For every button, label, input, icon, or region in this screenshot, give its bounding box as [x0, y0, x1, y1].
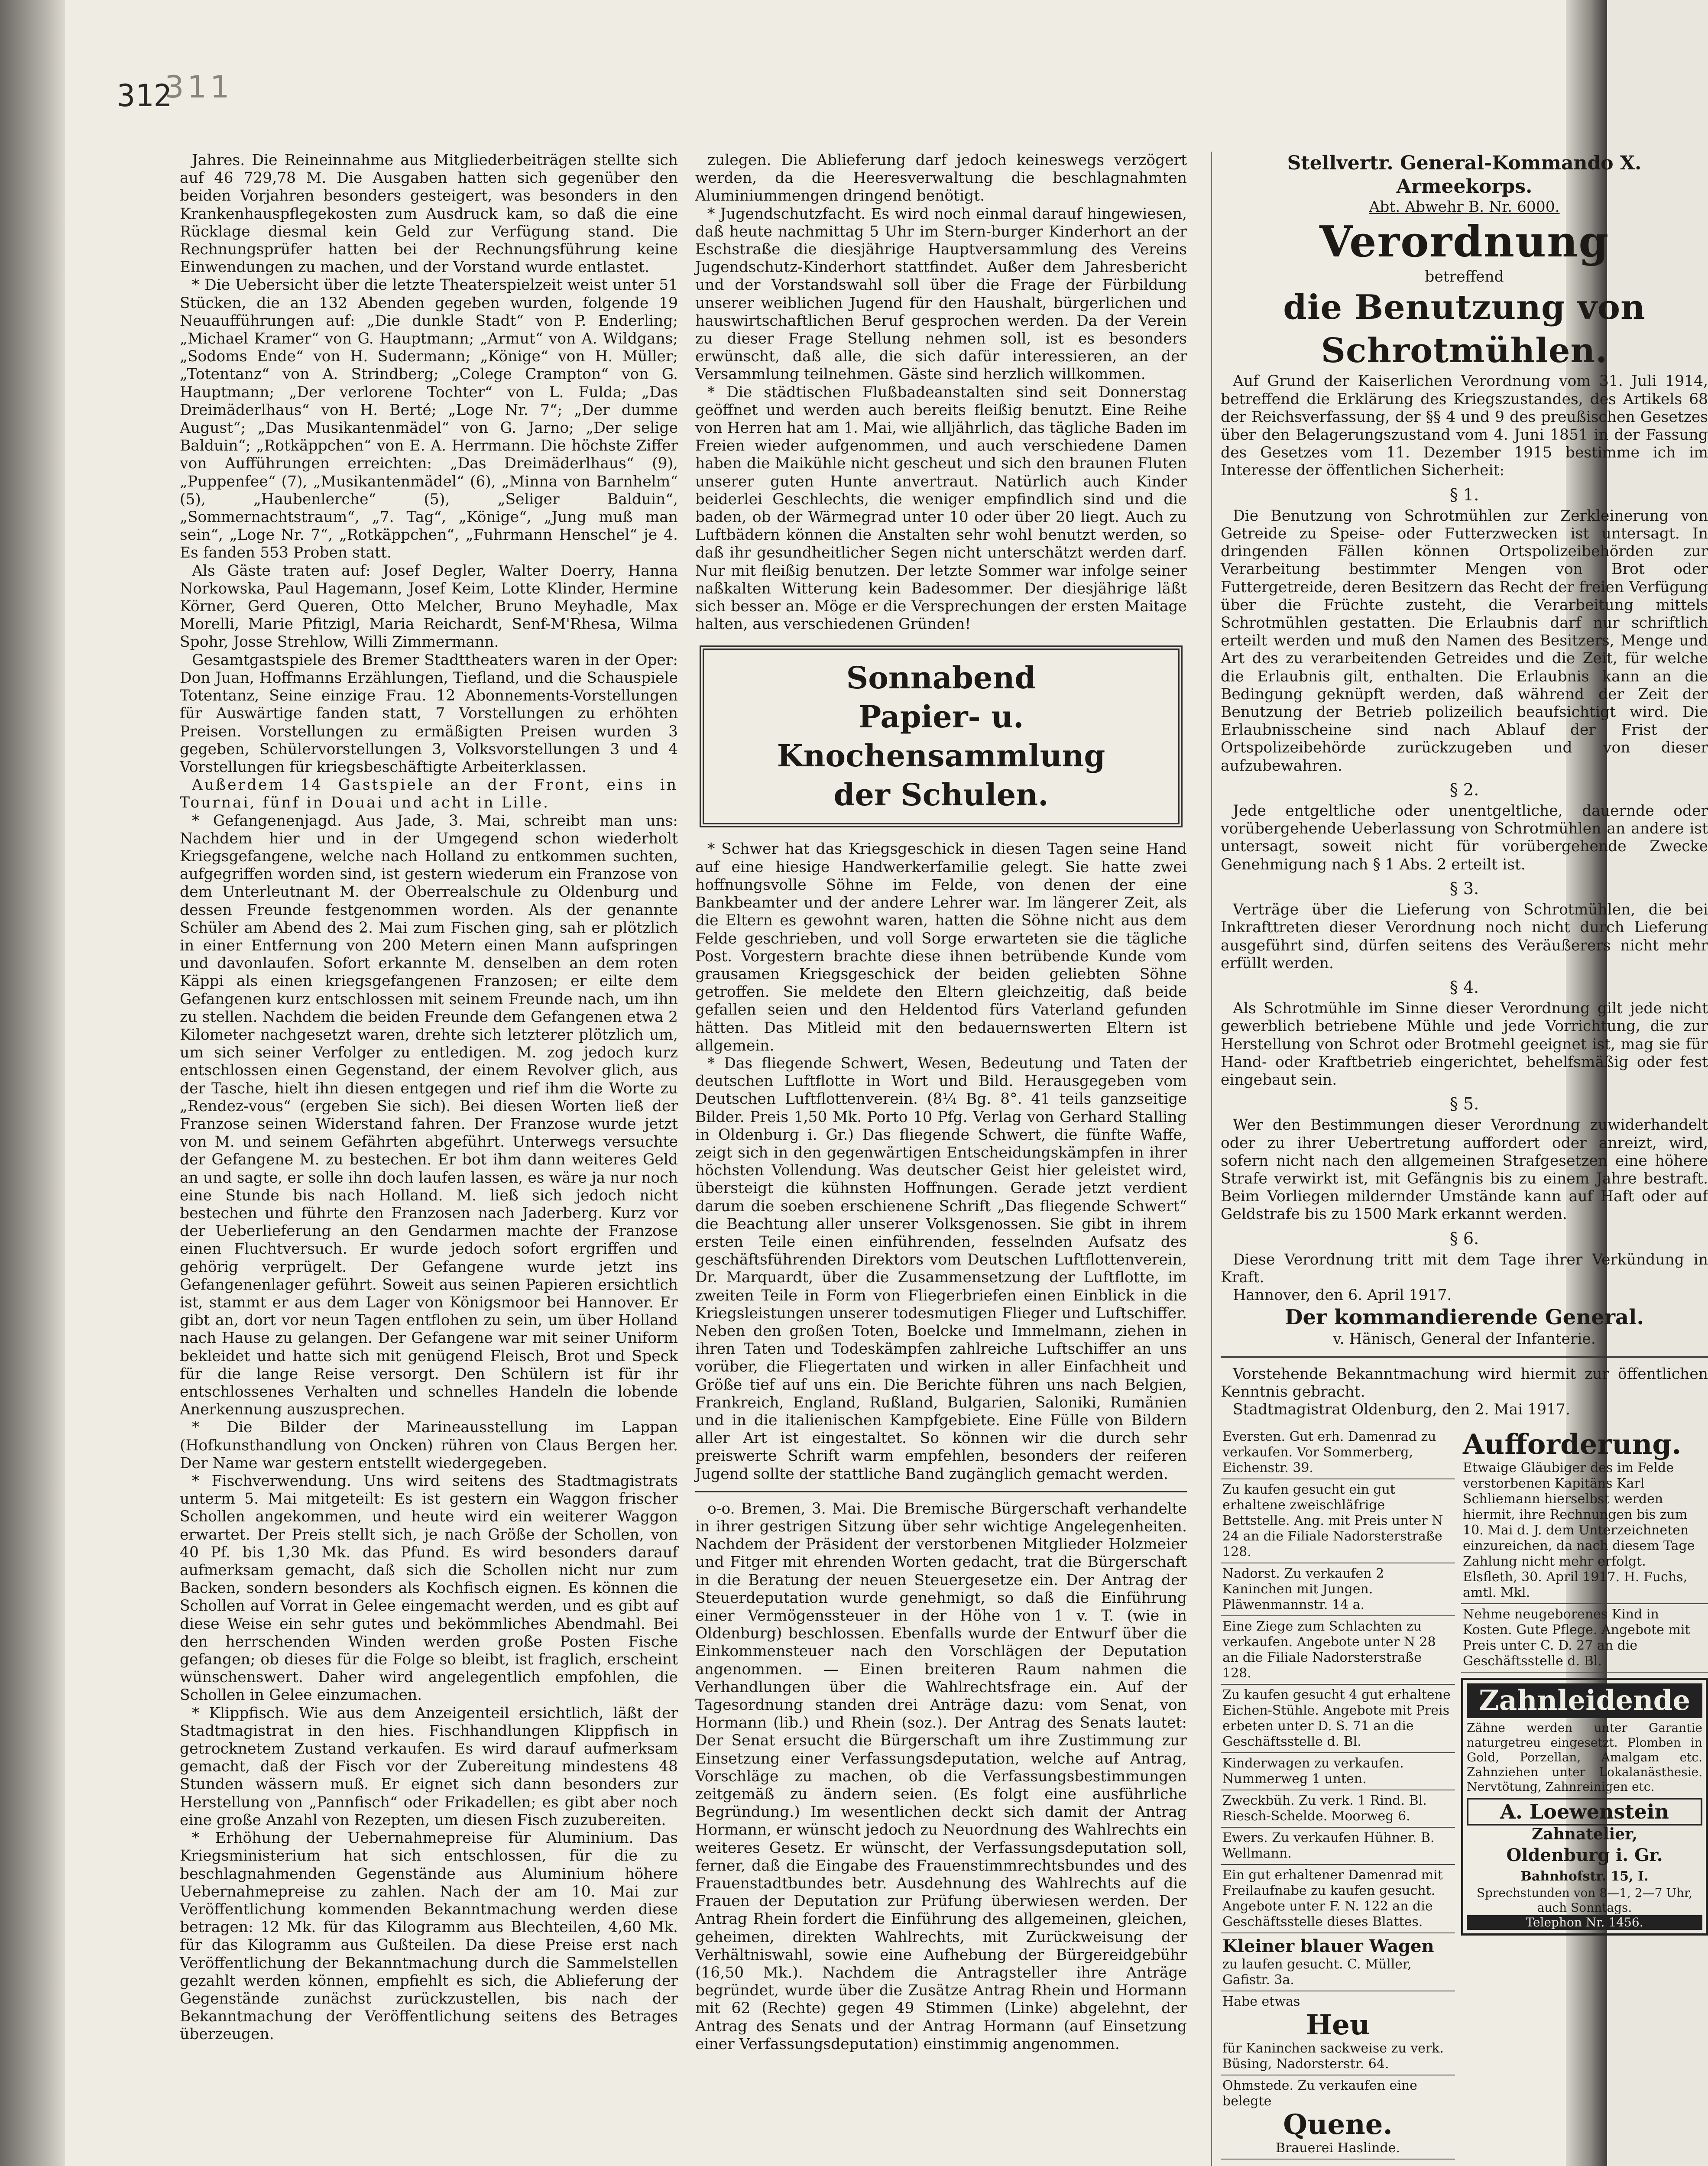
ad-rind: Zweckbüh. Zu verk. 1 Rind. Bl. Riesch-Schelde. Moorweg 6. [1221, 1790, 1455, 1828]
section-5: Wer den Bestimmungen dieser Verordnung zuwiderhandelt oder zu ihrer Uebertretung auffordert oder anreizt, wird, sofern nicht nach den allgemeinen Strafgesetzen eine höhere Strafe verwirkt ist, mit Gefängnis bis zu einem Jahre bestraft. Beim Vorliegen mildernder Umstände kann auf Haft oder auf Geldstrafe bis zu 1500 Mark erkannt werden. [1221, 1116, 1708, 1223]
section-3: Verträge über die Lieferung von Schrotmühlen, die bei Inkrafttreten dieser Verordnung noch nicht durch Lieferung ausgeführt sind, dürfen seitens des Veräußerers nicht mehr erfüllt werden. [1221, 901, 1708, 972]
decree-department: Abt. Abwehr B. Nr. 6000. [1369, 198, 1560, 216]
column-2 [695, 152, 1187, 2166]
ad-wagen-title: Kleiner blauer Wagen [1222, 1936, 1434, 1957]
ad-wagen-text: zu laufen gesucht. C. Müller, Gafistr. 3a. [1222, 1957, 1412, 1988]
section-5-label: § 5. [1449, 1094, 1479, 1114]
decree-date: Hannover, den 6. April 1917. [1233, 1287, 1452, 1304]
pencil-annotation: 311 [165, 69, 233, 105]
section-6-label: § 6. [1449, 1229, 1479, 1248]
ad-quene-sub: Brauerei Haslinde. [1275, 2140, 1400, 2156]
ad-damenrad: Eversten. Gut erh. Damenrad zu verkaufen. Vor Sommerberg, Eichenstr. 39. [1221, 1427, 1455, 1479]
ads-right-column [1461, 1427, 1708, 2160]
ad-heu-lead: Habe etwas [1222, 1994, 1300, 2010]
article-gesamtgastspiele: Gesamtgastspiele des Bremer Stadttheaters waren in der Oper: Don Juan, Hoffmanns Erzählungen, Tiefland, und die Schauspiele Totentanz, Seine einzige Frau. 12 Abonnements-Vorstellungen für Auswärtige fanden statt, 7 Vorstellungen zu erhöhten Preisen. Vorstellungen zu ermäßigten Preisen wurden 3 gegeben, Schülervorstellungen 3, Volksvorstellungen 3 und 4 Vorstellungen für kriegsbeschäftigte Arbeiterklassen. [180, 651, 678, 776]
column-3 [1211, 152, 1708, 2166]
notice-line-3: der Schulen. [833, 777, 1049, 813]
decree-title: Verordnung [1319, 217, 1609, 267]
article-marineausstellung: * Die Bilder der Marineausstellung im Lappan (Hofkunsthandlung von Oncken) rühren von Claus Bergen her. Der Name war gestern entstellt wiedergegeben. [180, 1419, 678, 1472]
notice-line-1: Sonnabend [846, 660, 1036, 696]
decree-betreffend: betreffend [1425, 268, 1504, 286]
classified-ads [1221, 1427, 1708, 2160]
aufforderung-text: Etwaige Gläubiger des im Felde verstorbenen Kapitäns Karl Schliemann hierselbst werden hiermit, ihre Rechnungen bis zum 10. Mai d. J. dem Unterzeichneten einzureichen, da nach diesem Tage Zahlung nicht mehr erfolgt. [1463, 1460, 1695, 1569]
zahn-hours: Sprechstunden von 8—1, 2—7 Uhr, auch Sonntags. [1476, 1885, 1693, 1915]
decree-general: Der kommandierende General. [1284, 1305, 1644, 1330]
page-number: 312 [117, 78, 172, 113]
article-gaeste: Als Gäste traten auf: Josef Degler, Walter Doerry, Hanna Norkowska, Paul Hagemann, Josef Keim, Lotte Klinder, Hermine Körner, Gerd Queren, Otto Melcher, Bruno Meyhadle, Max Morelli, Marie Pfitzigl, Maria Reichardt, Senf-M'Rhesa, Wilma Spohr, Josse Strehlow, Willi Zimmermann. [180, 562, 678, 651]
ad-pflegekind: Nehme neugeborenes Kind in Kosten. Gute Pflege. Angebote mit Preis unter C. D. 27 an die Geschäftsstelle d. Bl. [1461, 1604, 1708, 1673]
zahn-address: Bahnhofstr. 15, I. [1520, 1869, 1649, 1884]
ad-kinderwagen: Kinderwagen zu verkaufen. Nummerweg 1 unten. [1221, 1753, 1455, 1790]
article-bremen: o-o. Bremen, 3. Mai. Die Bremische Bürgerschaft verhandelte in ihrer gestrigen Sitzung über sehr wichtige Angelegenheiten. Nachdem der Präsident der verstorbenen Mitglieder Holzmeier und Fitger mit ehrenden Worten gedacht, trat die Bürgerschaft in die Beratung der neuen Steuergesetze ein. Der Antrag der Steuerdeputation wurde genehmigt, so daß die Einführung einer Vermögenssteuer in der Höhe von 1 v. T. (wie in Oldenburg) beschlossen. Ebenfalls wurde der Entwurf über die Einkommensteuer nach den Vorschlägen der Deputation angenommen. — Einen breiteren Raum nahmen die Verhandlungen über die Wahlrechtsfrage ein. Auf der Tagesordnung standen drei Anträge dazu: vom Senat, von Hormann (lib.) und Rhein (soz.). Der Antrag des Senats lautet: Der Senat ersucht die Bürgerschaft um ihre Zustimmung zur Einsetzung einer Verfassungsdeputation, welche auf Antrag, Vorschläge zu machen, ob die Verfassungsbestimmungen zeitgemäß zu ändern seien. (Es folgt eine ausführliche Begründung.) Im wesentlichen deckt sich damit der Antrag Hormann, er wünscht jedoch zu Neuordnung des Wahlrechts ein weiteres Gesetz. Er wünscht, der Verfassungsdeputation soll, ferner, daß die Eingabe des Frauenstimmrechtsbundes und des Frauenstadtbundes betr. Ausdehnung des Wahlrechts auf die Frauen der Deputation zur Prüfung überwiesen werden. Der Antrag Rhein fordert die Einführung des allgemeinen, gleichen, geheimen, direkten Wahlrechts, mit Zurückweisung der Verhältniswahl, sowie eine Aufhebung der Bürgereidgebühr (16,50 Mk.). Nachdem die Antragsteller ihre Anträge begründet, wurde über die Zusätze Antrag Rhein und Hormann mit 62 (Rechte) gegen 49 Stimmen (Linke) abgelehnt, der Antrag des Senats und der Antrag Hormann (auf Einsetzung einer Verfassungsdeputation) einstimmig angenommen. [695, 1500, 1187, 2053]
ad-zahnatelier [1461, 1678, 1708, 1935]
section-4: Als Schrotmühle im Sinne dieser Verordnung gilt jede nicht gewerblich betriebene Mühle und jede Vorrichtung, die zur Herstellung von Schrot oder Brotmehl geeignet ist, mag sie für Hand- oder Kraftbetrieb eingerichtet, behelfsmäßig oder fest eingebaut sein. [1221, 1000, 1708, 1089]
article-kriegsgeschick: * Schwer hat das Kriegsgeschick in diesen Tagen seine Hand auf eine hiesige Handwerkerfamilie gelegt. Sie hatte zwei hoffnungsvolle Söhne im Felde, von denen der eine Bankbeamter und der andere Lehrer war. Im längerer Zeit, als die Eltern es gewohnt waren, hatten die Söhne nicht aus dem Felde geschrieben, und voll Sorge erwarteten sie die tägliche Post. Vorgestern brachte diese ihnen betrübende Kunde vom grausamen Kriegsgeschick der beiden geliebten Söhne getroffen. Sie meldete den Eltern gleichzeitig, daß beide gefallen seien und den Heldentod fürs Vaterland gefunden hätten. Das Mitleid mit den bedauernswerten Eltern ist allgemein. [695, 840, 1187, 1054]
section-1-label: § 1. [1449, 485, 1479, 504]
divider [1221, 1356, 1708, 1358]
section-6: Diese Verordnung tritt mit dem Tage ihrer Verkündung in Kraft. [1221, 1251, 1708, 1286]
zahn-title: Zahnleidende [1467, 1683, 1702, 1718]
article-fliegende-schwert: * Das fliegende Schwert, Wesen, Bedeutung und Taten der deutschen Luftflotte in Wort und Bild. Herausgegeben vom Deutschen Luftflottenverein. (8¼ Bg. 8°. 41 teils ganzseitige Bilder. Preis 1,50 Mk. Porto 10 Pfg. Verlag von Gerhard Stalling in Oldenburg i. Gr.) Das fliegende Schwert, die fünfte Waffe, zeigt sich in den gegenwärtigen Entscheidungskämpfen in ihrer höchsten Vollendung. Was deutscher Geist hier geleistet wird, übersteigt die kühnsten Hoffnungen. Gerade jetzt verdient darum die soeben erschienene Schrift „Das fliegende Schwert“ die Beachtung aller unserer Volksgenossen. Sie gibt in ihrem ersten Teile einen einführenden, fesselnden Aufsatz des geschäftsführenden Direktors vom Deutschen Luftflottenverein, Dr. Marquardt, über die Zusammensetzung der Luftflotte, im zweiten Teile in Form von Fliegerbriefen einen Einblick in die Kriegsleistungen unserer todesmutigen Flieger und Luftschiffer. Neben den großen Toten, Boelcke und Immelmann, ziehen in ihren Taten und Todeskämpfen zahlreiche Luftschiffer an uns vorüber, die Fliegertaten und wirken in aller Einfachheit und Größe tief auf uns ein. Die Berichte führen uns nach Belgien, Frankreich, England, Rußland, Bulgarien, Saloniki, Rumänien und in die italienischen Kampfgebiete. Eine Fülle von Bildern aller Art ist eingestaltet. So können wir die durch sehr preiswerte Schrift warm empfehlen, besonders der reiferen Jugend sollte der stattliche Band zugänglich gemacht werden. [695, 1054, 1187, 1483]
zahn-text: Zähne werden unter Garantie naturgetreu eingesetzt. Plomben in Gold, Porzellan, Amalgam etc. Zahnziehen unter Lokalanästhesie. Nervtötung, Zahnreinigen etc. [1467, 1721, 1702, 1794]
zahn-city: Oldenburg i. Gr. [1506, 1845, 1663, 1866]
zahn-firm: A. Loewenstein [1467, 1798, 1702, 1826]
article-krankenkasse: Jahres. Die Reineinnahme aus Mitgliederbeiträgen stellte sich auf 46 729,78 M. Die Ausgaben hatten sich gegenüber den beiden Vorjahren besonders gesteigert, was besonders in den Krankenhauspflegekosten zum Ausdruck kam, so daß die eine Rücklage diesmal kein Geld zur Verfügung stand. Die Rechnungsprüfer hatten bei der Rechnungsführung keine Einwendungen zu machen, und der Vorstand wurde entlastet. [180, 152, 678, 276]
ad-huehner: Ewers. Zu verkaufen Hühner. B. Wellmann. [1221, 1828, 1455, 1865]
ad-quene-text: Ohmstede. Zu verkaufen eine belegte [1222, 2078, 1417, 2109]
ad-heu [1221, 1991, 1455, 2075]
article-jugendschutz: * Jugendschutzfacht. Es wird noch einmal darauf hingewiesen, daß heute nachmittag 5 Uhr im Stern-burger Kinderhort an der Eschstraße die diesjährige Hauptversammlung des Vereins Jugendschutz-Kinderhort stattfindet. Außer dem Jahresbericht und der Vorstandswahl soll über die Frage der Fürbildung unserer weiblichen Jugend für den Haushalt, bürgerlichen und hauswirtschaftlichen Beruf gesprochen werden. Da der Verein zu dieser Frage Stellung nehmen soll, ist es besonders erwünscht, daß alle, die sich dafür interessieren, an der Versammlung teilnehmen. Gäste sind herzlich willkommen. [695, 205, 1187, 383]
ad-aufforderung [1461, 1427, 1708, 1604]
publish-note: Vorstehende Bekanntmachung wird hiermit zur öffentlichen Kenntnis gebracht. [1221, 1365, 1708, 1401]
section-4-label: § 4. [1449, 977, 1479, 997]
article-klippfisch: * Klippfisch. Wie aus dem Anzeigenteil ersichtlich, läßt der Stadtmagistrat in den hies. Fischhandlungen Klippfisch in getrocknetem Zustand verkaufen. Es wird darauf aufmerksam gemacht, daß der Fisch vor der Zubereitung mindestens 48 Stunden wässern muß. Er eignet sich dann besonders zur Herstellung von „Pannfisch“ oder Frikadellen; es gibt aber noch eine große Anzahl von Rezepten, um diesen Fisch zuzubereiten. [180, 1704, 678, 1829]
section-2-label: § 2. [1449, 780, 1479, 799]
divider [695, 1491, 1187, 1492]
article-flussbadeanstalten: * Die städtischen Flußbadeanstalten sind seit Donnerstag geöffnet und werden auch bereits fleißig benutzt. Eine Reihe von Herren hat am 1. Mai, wie alljährlich, das tägliche Baden im Freien wieder aufgenommen, und auch verschiedene Damen haben die Maikühle nicht gescheut und sich den braunen Fluten unserer guten Hunte anvertraut. Natürlich auch Kinder beiderlei Geschlechts, die weniger empfindlich sind und die baden, ob der Wärmegrad unter 10 oder über 20 liegt. Auch zu Luftbädern können die Anstalten sehr wohl benutzt werden, so daß ihr gesundheitlicher Segen nicht unterschätzt werden darf. Nur mit fleißig benutzen. Der letzte Sommer war infolge seiner naßkalten Witterung kein Badesommer. Der diesjährige läßt sich besser an. Möge er die Versprechungen der ersten Maitage halten, aus verschiedenen Gründen! [695, 383, 1187, 633]
ad-ziege: Eine Ziege zum Schlachten zu verkaufen. Angebote unter N 28 an die Filiale Nadorsterstraße 128. [1221, 1616, 1455, 1685]
ad-bettstelle: Zu kaufen gesucht ein gut erhaltene zweischläfrige Bettstelle. Ang. mit Preis unter N 24 an die Filiale Nadorsterstraße 128. [1221, 1479, 1455, 1563]
ad-kaninchen: Nadorst. Zu verkaufen 2 Kaninchen mit Jungen. Pläwenmannstr. 14 a. [1221, 1563, 1455, 1616]
decree-general-name: v. Hänisch, General der Infanterie. [1333, 1330, 1596, 1348]
section-3-label: § 3. [1449, 879, 1479, 898]
decree-intro: Auf Grund der Kaiserlichen Verordnung vom 31. Juli 1914, betreffend die Erklärung des Kriegszustandes, des Artikels 68 der Reichsverfassung, der §§ 4 und 9 des preußischen Gesetzes über den Belagerungszustand vom 4. Juni 1851 in der Fassung des Gesetzes vom 11. Dezember 1915 bestimme ich im Interesse der öffentlichen Sicherheit: [1221, 373, 1708, 480]
notice-line-2: Papier- u. Knochensammlung [777, 699, 1105, 774]
section-1: Die Benutzung von Schrotmühlen zur Zerkleinerung von Getreide zu Speise- oder Futterzwecken ist untersagt. In dringenden Fällen können Ortspolizeibehörden zur Verarbeitung bestimmter Mengen von Brot oder Futtergetreide, deren Besitzern das Recht der freien Verfügung über die Früchte zusteht, die Verarbeitung mittels Schrotmühlen gestatten. Die Erlaubnis darf nur schriftlich erteilt werden und muß den Namen des Besitzers, Menge und Art des zu verarbeitenden Getreides und die Zeit, für welche die Erlaubnis gilt, enthalten. Die Erlaubnis kann an die Bedingung geknüpft werden, daß während der Zeit der Benutzung der Betrieb polizeilich beaufsichtigt wird. Die Erlaubnisscheine sind nach Ablauf der Frist der Ortspolizeibehörde zurückzugeben und von dieser aufzubewahren. [1221, 507, 1708, 775]
ad-quene-title: Quene. [1283, 2108, 1393, 2141]
notice-box-sammlung [700, 645, 1183, 827]
zahn-atelier: Zahnatelier, [1532, 1825, 1637, 1844]
article-gefangenenjagd: * Gefangenenjagd. Aus Jade, 3. Mai, schreibt man uns: Nachdem hier und in der Umgegend schon wiederholt Kriegsgefangene, welche nach Holland zu entkommen suchten, aufgegriffen worden sind, ist gestern wiederum ein Franzose von dem Unterleutnant M. der Oberrealschule zu Oldenburg und dessen Freunde festgenommen worden. Als der genannte Schüler am Abend des 2. Mai zum Fischen ging, sah er plötzlich in einer Entfernung von 200 Metern einen Mann aufspringen und davonlaufen. Sofort erkannte M. denselben an dem roten Käppi als einen kriegsgefangenen Franzosen; er eilte dem Gefangenen kurz entschlossen mit seinem Freunde nach, um ihn zu stellen. Nachdem die beiden Freunde dem Gefangenen etwa 2 Kilometer nachgesetzt waren, drehte sich letzterer plötzlich um, um sich seiner Verfolger zu entledigen. M. zog jedoch kurz entschlossen einen Gegenstand, der einem Revolver glich, aus der Tasche, hielt ihn diesen entgegen und rief ihm die Worte zu „Rendez-vous“ (ergeben Sie sich). Bei diesen Worten ließ der Franzose seinen Widerstand fahren. Der Franzose wurde jetzt von M. und seinem Gefährten abgeführt. Unterwegs versuchte der Gefangene M. zu bestechen. Er bot ihm dann weiteres Geld an und sagte, er solle ihn doch laufen lassen, es wäre ja nur noch eine Stunde bis nach Holland. M. ließ sich jedoch nicht bestechen und führte den Franzosen nach Jaderberg. Kurz vor der Ueberlieferung an den Gendarmen machte der Franzose einen Fluchtversuch. Er wurde jedoch sofort ergriffen und gehörig verprügelt. Der Gefangene wurde jetzt ins Gefangenenlager geführt. Soweit aus seinen Papieren ersichtlich ist, stammt er aus dem Lager von Königsmoor bei Hannover. Er gibt an, dort vor neun Tagen entflohen zu sein, um über Holland nach Hause zu gelangen. Der Gefangene war mit seiner Uniform bekleidet und hatte sich mit genügend Fleisch, Brot und Speck für die lange Reise versorgt. Den Schülern ist für ihr entschlossenes Verhalten und schnelles Handeln die lobende Anerkennung auszusprechen. [180, 812, 678, 1419]
article-fischverwendung: * Fischverwendung. Uns wird seitens des Stadtmagistrats unterm 5. Mai mitgeteilt: Es ist gestern ein Waggon frischer Schollen angekommen, und heute wird ein weiterer Waggon erwartet. Der Preis stellt sich, je nach Größe der Schollen, von 40 Pf. bis 1,30 Mk. das Pfund. Es wird besonders darauf aufmerksam gemacht, daß sich die Schollen nicht nur zum Backen, sondern besonders als Kochfisch eignen. Es können die Schollen auf Vorrat in Gelee eingemacht werden, und es gibt auf diese Weise ein sehr gutes und bekömmliches Abendmahl. Bei den herrschenden Winden werden große Posten Fische gefangen; ob dieses für die Folge so bleibt, ist fraglich, erscheint wünschenswert. Daher wird angelegentlich empfohlen, die Schollen in Gelee einzumachen. [180, 1472, 678, 1704]
article-aluminium: * Erhöhung der Uebernahmepreise für Aluminium. Das Kriegsministerium hat sich entschlossen, für die zu beschlagnahmenden Gegenstände aus Aluminium höhere Uebernahmepreise zu zahlen. Nach der am 10. Mai zur Veröffentlichung kommenden Bekanntmachung werden diese betragen: 12 Mk. für das Kilogramm aus Blechteilen, 4,60 Mk. für das Kilogramm aus Gußteilen. Da diese Preise erst nach Veröffentlichung der Bekanntmachung durch die Sammelstellen gezahlt werden können, empfiehlt es sich, die Ablieferung der Gegenstände zunächst zurückzustellen, bis nach der Bekanntmachung der Veröffentlichung seitens des Betrages überzeugen. [180, 1829, 678, 2043]
aufforderung-title: Aufforderung. [1463, 1428, 1682, 1461]
article-front-gastspiele: Außerdem 14 Gastspiele an der Front, eins in Tournai, fünf in Douai und acht in Lille. [180, 776, 678, 812]
ads-left-column [1221, 1427, 1455, 2160]
ad-heu-text: für Kaninchen sackweise zu verk. Büsing, Nadorsterstr. 64. [1222, 2041, 1444, 2072]
publish-sign: Stadtmagistrat Oldenburg, den 2. Mai 1917. [1233, 1401, 1570, 1418]
section-2: Jede entgeltliche oder unentgeltliche, dauernde oder vorübergehende Ueberlassung von Schrotmühlen an andere ist untersagt, soweit nicht für vorübergehende Zwecke Genehmigung nach § 1 Abs. 2 erteilt ist. [1221, 802, 1708, 873]
aufforderung-sign: Elsfleth, 30. April 1917. H. Fuchs, amtl. Mkl. [1463, 1569, 1688, 1601]
decree-issuer: Stellvertr. General-Kommando X. Armeekorps. [1287, 152, 1642, 198]
ad-quene [1221, 2075, 1455, 2160]
column-1 [180, 152, 678, 2166]
newspaper-page [65, 0, 1708, 2166]
zahn-phone: Telephon Nr. 1456. [1467, 1915, 1702, 1930]
ad-stuehle: Zu kaufen gesucht 4 gut erhaltene Eichen-Stühle. Angebote mit Preis erbeten unter D. S. 71 an die Geschäftsstelle d. Bl. [1221, 1685, 1455, 1753]
ad-damenrad-gesucht: Ein gut erhaltener Damenrad mit Freilaufnabe zu kaufen gesucht. Angebote unter F. N. 122 an die Geschäftsstelle dieses Blattes. [1221, 1865, 1455, 1933]
decree-subject: die Benutzung von Schrotmühlen. [1283, 288, 1646, 371]
article-aluminium-cont: zulegen. Die Ablieferung darf jedoch keineswegs verzögert werden, da die Heeresverwaltung die beschlagnahmten Aluminiummengen dringend benötigt. [695, 152, 1187, 205]
article-theaterspielzeit: * Die Uebersicht über die letzte Theaterspielzeit weist unter 51 Stücken, die an 132 Abenden gegeben wurden, folgende 19 Neuaufführungen auf: „Die dunkle Stadt“ von P. Enderling; „Michael Kramer“ von G. Hauptmann; „Armut“ von A. Wildgans; „Sodoms Ende“ von H. Sudermann; „Könige“ von H. Müller; „Totentanz“ von A. Strindberg; „Colege Crampton“ von G. Hauptmann; „Der verlorene Tochter“ von L. Fulda; „Das Dreimäderlhaus“ von H. Berté; „Loge Nr. 7“; „Der dumme August“; „Das Musikantenmädel“ von G. Jarno; „Der selige Balduin“; „Rotkäppchen“ von E. A. Herrmann. Die höchste Ziffer von Aufführungen erreichten: „Das Dreimäderlhaus“ (9), „Puppenfee“ (7), „Musikantenmädel“ (6), „Minna von Barnhelm“ (5), „Haubenlerche“ (5), „Seliger Balduin“, „Sommernachtstraum“, „7. Tag“, „Könige“, „Jung muß man sein“, „Loge Nr. 7“, „Rotkäppchen“, „Fuhrmann Henschel“ je 4. Es fanden 553 Proben statt. [180, 276, 678, 562]
scan-left-edge [0, 0, 65, 2166]
ad-wagen [1221, 1933, 1455, 1991]
ad-heu-title: Heu [1306, 2009, 1370, 2042]
